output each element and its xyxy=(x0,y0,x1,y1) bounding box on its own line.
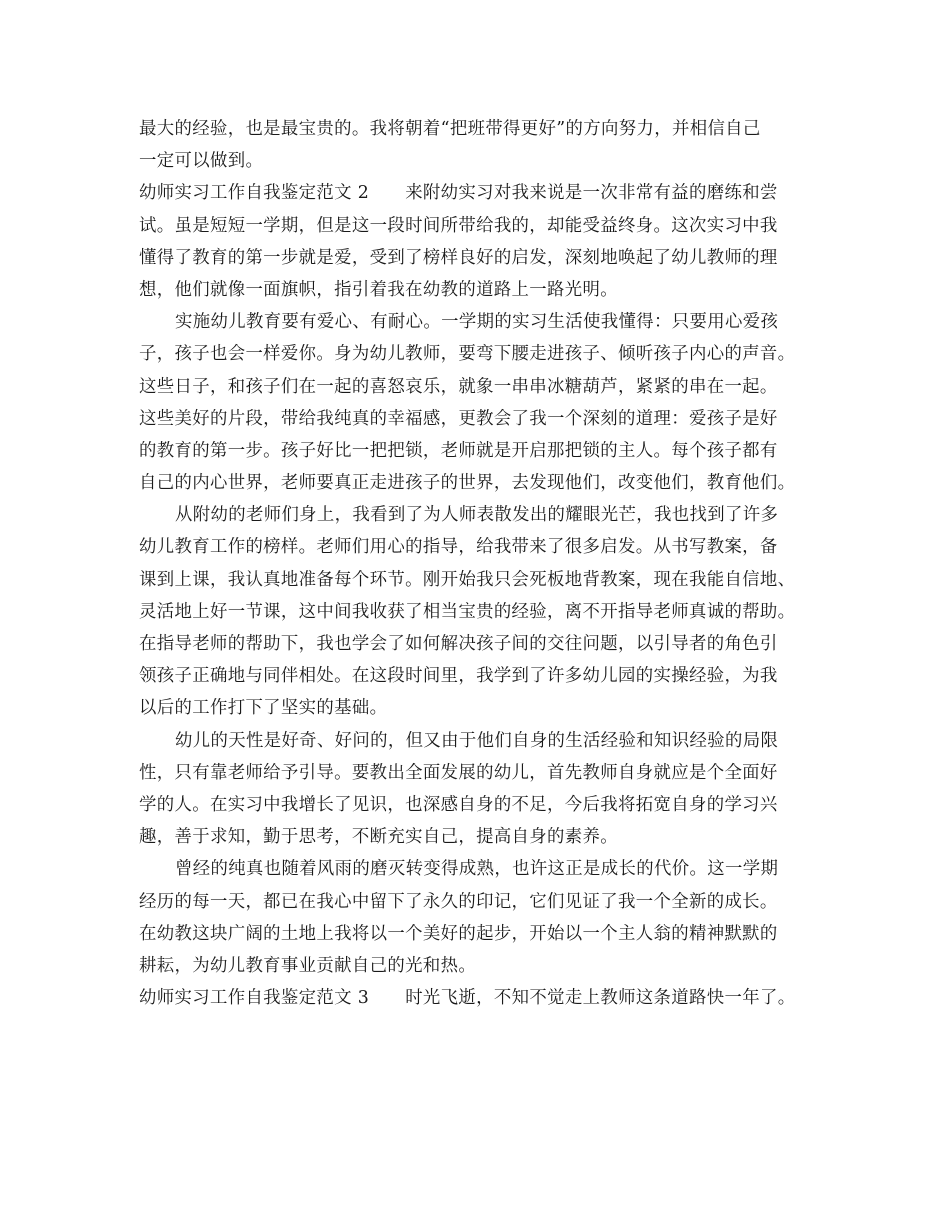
text-line xyxy=(139,596,823,628)
text-line xyxy=(139,113,823,145)
line-text: 懂得了教育的第一步就是爱，受到了榜样良好的启发，深刻地唤起了幼儿教师的理 xyxy=(139,247,778,268)
line-text: 自己的内心世界，老师要真正走进孩子的世界，去发现他们，改变他们，教育他们。 xyxy=(139,473,796,494)
line-text: 以后的工作打下了坚实的基础。 xyxy=(139,698,388,719)
line-text: 在幼教这块广阔的土地上我将以一个美好的起步，开始以一个主人翁的精神默默的 xyxy=(139,923,778,944)
line-text: 趣，善于求知，勤于思考，不断充实自己，提高自身的素养。 xyxy=(139,827,618,848)
text-line xyxy=(139,660,823,692)
text-line xyxy=(139,692,823,724)
line-text: 学的人。在实习中我增长了见识，也深感自身的不足，今后我将拓宽自身的学习兴 xyxy=(139,794,778,815)
text-line xyxy=(139,821,823,853)
text-line xyxy=(139,853,823,885)
text-line xyxy=(139,371,823,403)
line-text: 领孩子正确地与同伴相处。在这段时间里，我学到了许多幼儿园的实操经验，为我 xyxy=(139,666,778,687)
line-text: 来附幼实习对我来说是一次非常有益的磨练和尝 xyxy=(405,183,778,204)
text-line xyxy=(139,403,823,435)
text-line xyxy=(139,950,823,982)
document-page xyxy=(139,113,823,1014)
line-text: 从附幼的老师们身上，我看到了为人师表散发出的耀眼光芒，我也找到了许多 xyxy=(175,505,779,526)
line-text: 课到上课，我认真地准备每个环节。刚开始我只会死板地背教案，现在我能自信地、 xyxy=(139,569,796,590)
line-text: 曾经的纯真也随着风雨的磨灭转变得成熟，也许这正是成长的代价。这一学期 xyxy=(175,859,779,880)
text-line xyxy=(139,886,823,918)
line-text: 经历的每一天，都已在我心中留下了永久的印记，它们见证了我一个全新的成长。 xyxy=(139,891,778,912)
text-line xyxy=(139,628,823,660)
text-line xyxy=(139,338,823,370)
line-text: 幼儿的天性是好奇、好问的，但又由于他们自身的生活经验和知识经验的局限 xyxy=(175,730,779,751)
text-line xyxy=(139,499,823,531)
text-line xyxy=(139,467,823,499)
section-heading-line xyxy=(139,177,823,209)
line-text: 时光飞逝，不知不觉走上教师这条道路快一年了。 xyxy=(405,988,796,1009)
text-line xyxy=(139,435,823,467)
line-text: 这些日子，和孩子们在一起的喜怒哀乐，就象一串串冰糖葫芦，紧紧的串在一起。 xyxy=(139,376,778,397)
line-text: 灵活地上好一节课，这中间我收获了相当宝贵的经验，离不开指导老师真诚的帮助。 xyxy=(139,601,796,622)
text-line xyxy=(139,564,823,596)
section-heading-line xyxy=(139,982,823,1014)
text-line xyxy=(139,306,823,338)
line-text: 的教育的第一步。孩子好比一把把锁，老师就是开启那把锁的主人。每个孩子都有 xyxy=(139,440,778,461)
section-heading: 幼师实习工作自我鉴定范文 3 xyxy=(139,988,370,1009)
text-line xyxy=(139,789,823,821)
line-text: 子，孩子也会一样爱你。身为幼儿教师，要弯下腰走进孩子、倾听孩子内心的声音。 xyxy=(139,344,796,365)
text-line xyxy=(139,757,823,789)
line-text: 这些美好的片段，带给我纯真的幸福感，更教会了我一个深刻的道理：爱孩子是好 xyxy=(139,408,778,429)
line-text: 试。虽是短短一学期，但是这一段时间所带给我的，却能受益终身。这次实习中我 xyxy=(139,215,778,236)
text-line xyxy=(139,242,823,274)
text-line xyxy=(139,145,823,177)
line-text: 在指导老师的帮助下，我也学会了如何解决孩子间的交往问题，以引导者的角色引 xyxy=(139,634,778,654)
text-line xyxy=(139,531,823,563)
section-heading: 幼师实习工作自我鉴定范文 2 xyxy=(139,183,370,204)
line-text: 耕耘，为幼儿教育事业贡献自己的光和热。 xyxy=(139,955,477,976)
line-text: 实施幼儿教育要有爱心、有耐心。一学期的实习生活使我懂得：只要用心爱孩 xyxy=(175,312,779,333)
line-text: 最大的经验，也是最宝贵的。我将朝着“把班带得更好”的方向努力，并相信自己 xyxy=(139,119,761,139)
text-line xyxy=(139,725,823,757)
text-line xyxy=(139,210,823,242)
text-line xyxy=(139,274,823,306)
line-text: 想，他们就像一面旗帜，指引着我在幼教的道路上一路光明。 xyxy=(139,279,618,300)
line-text: 一定可以做到。 xyxy=(139,151,264,172)
line-text: 性，只有靠老师给予引导。要教出全面发展的幼儿，首先教师自身就应是个全面好 xyxy=(139,762,778,783)
line-text: 幼儿教育工作的榜样。老师们用心的指导，给我带来了很多启发。从书写教案，备 xyxy=(139,537,778,558)
text-line xyxy=(139,918,823,950)
